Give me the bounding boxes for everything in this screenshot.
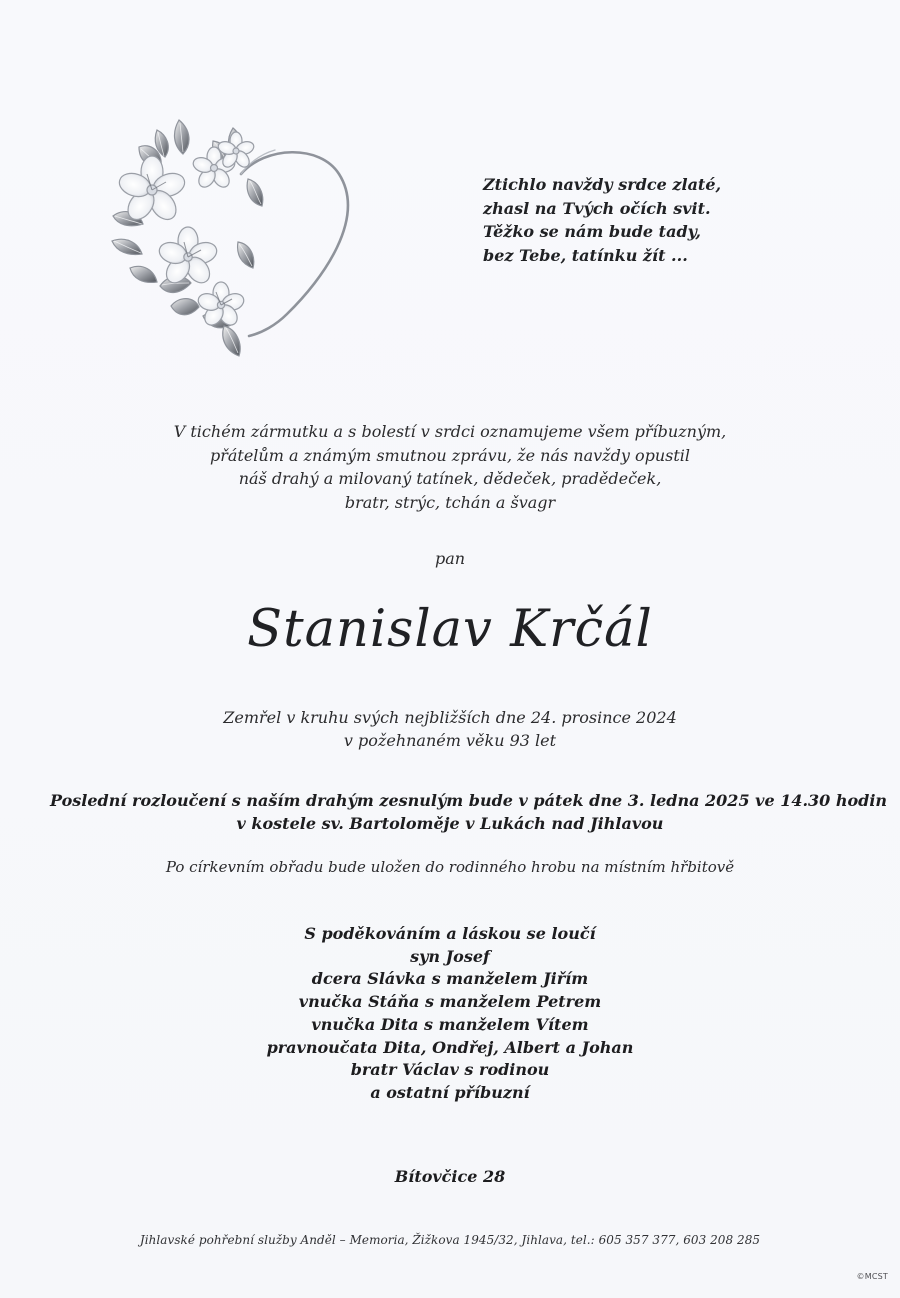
heart-with-flowers-icon (105, 112, 365, 382)
copyright-mark: ©MCST (856, 1272, 888, 1281)
farewell-line: Poslední rozloučení s naším drahým zesnulým bude v pátek dne 3. ledna 2025 ve 14.30 hodin (50, 791, 888, 810)
deceased-name: Stanislav Krčál (247, 600, 653, 659)
announcement-line: náš drahý a milovaný tatínek, dědeček, pradědeček, (238, 469, 662, 488)
death-info-line: Zemřel v kruhu svých nejbližších dne 24. prosince 2024 (223, 708, 677, 727)
address-line: Bítovčice 28 (394, 1167, 506, 1186)
death-info (50, 706, 850, 752)
poem-line: zhasl na Tvých očích svit. (483, 198, 711, 218)
family-line: vnučka Dita s manželem Vítem (311, 1014, 589, 1034)
announcement-line: V tichém zármutku a s bolestí v srdci oznamujeme všem příbuzným, (173, 422, 727, 441)
honorific-label: pan (434, 549, 466, 568)
family-line: dcera Slávka s manželem Jiřím (311, 969, 589, 989)
family-line: syn Josef (410, 946, 490, 966)
poem-line: bez Tebe, tatínku žít ... (483, 245, 688, 265)
family-line: pravnoučata Dita, Ondřej, Albert a Johan (266, 1037, 634, 1057)
poem-line: Těžko se nám bude tady, (483, 222, 701, 241)
family-line: bratr Václav s rodinou (350, 1060, 550, 1080)
burial-note: Po církevním obřadu bude uložen do rodinného hrobu na místním hřbitově (165, 858, 735, 876)
announcement-line: přátelům a známým smutnou zprávu, že nás navždy opustil (209, 445, 691, 465)
family-line: S poděkováním a láskou se loučí (304, 924, 596, 943)
death-info-line: v požehnaném věku 93 let (343, 731, 557, 750)
announcement-text (50, 420, 850, 514)
family-line: vnučka Stáňa s manželem Petrem (298, 992, 602, 1012)
announcement-line: bratr, strýc, tchán a švagr (344, 492, 556, 512)
farewell-info (50, 789, 888, 835)
footer-contact: Jihlavské pohřební služby Anděl – Memoria, Žižkova 1945/32, Jihlava, tel.: 605 357 377, 603 208 285 (139, 1233, 761, 1247)
poem-block (483, 173, 773, 267)
farewell-line: v kostele sv. Bartoloměje v Lukách nad Jihlavou (236, 814, 664, 833)
poem-line: Ztichlo navždy srdce zlaté, (483, 175, 722, 194)
family-signatures (50, 923, 850, 1105)
family-line: a ostatní příbuzní (370, 1082, 530, 1102)
